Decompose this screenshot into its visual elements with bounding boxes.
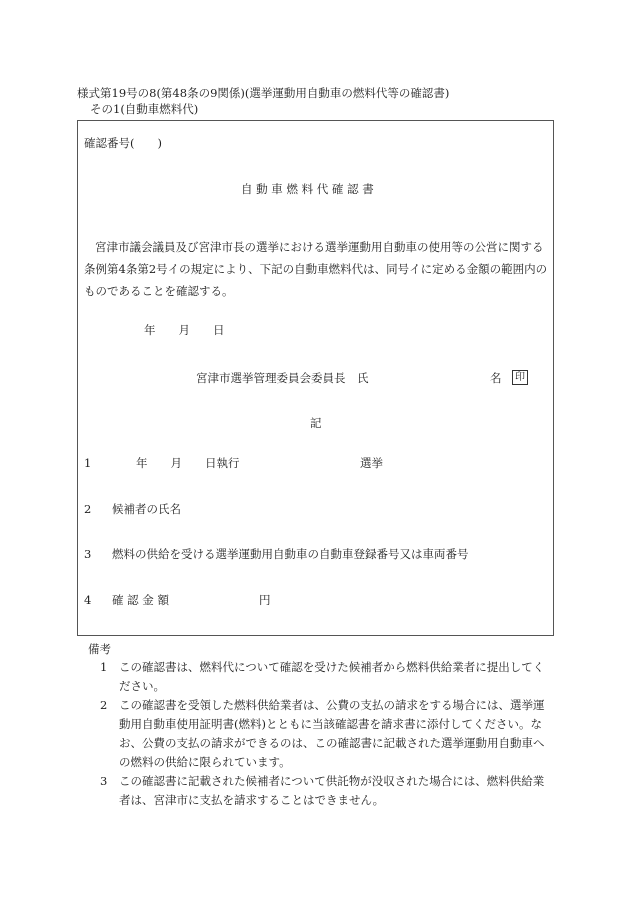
note1-number: 1	[100, 660, 108, 674]
notes-heading: 備考	[88, 642, 111, 656]
item3-number: 3	[84, 547, 92, 561]
item1-election: 選挙	[360, 456, 383, 470]
name-label: 名	[490, 371, 502, 385]
item3-label: 燃料の供給を受ける選挙運動用自動車の自動車登録番号又は車両番号	[112, 547, 469, 561]
item4-number: 4	[84, 593, 92, 607]
form-subtitle: その1(自動車燃料代)	[90, 102, 199, 116]
body-text: 宮津市議会議員及び宮津市長の選挙における選挙運動用自動車の使用等の公営に関する条例第4条第2号イの規定により、下記の自動車燃料代は、同号イに定める金額の範囲内のものであることを確認する。	[84, 240, 548, 298]
note2-text: この確認書を受領した燃料供給業者は、公費の支払の請求をする場合には、選挙運動用自動車使用証明書(燃料)とともに当該確認書を請求書に添付してください。なお、公費の支払の請求ができるのは、この確認書に記載された選挙運動用自動車への燃料の供給に限られています。	[119, 698, 545, 769]
note1-text: この確認書は、燃料代について確認を受けた候補者から燃料供給業者に提出してください。	[119, 660, 545, 693]
document-title: 自 動 車 燃 料 代 確 認 書	[241, 182, 374, 196]
item2-number: 2	[84, 502, 92, 516]
note2-number: 2	[100, 698, 108, 712]
item4-label: 確 認 金 額	[112, 593, 169, 607]
note3-number: 3	[100, 774, 108, 788]
form-title: 様式第19号の8(第48条の9関係)(選挙運動用自動車の燃料代等の確認書)	[77, 86, 450, 100]
note3-text: この確認書に記載された候補者について供託物が没収された場合には、燃料供給業者は、宮津市に支払を請求することはできません。	[119, 774, 545, 807]
ki-label: 記	[310, 416, 322, 430]
item2-label: 候補者の氏名	[112, 502, 181, 516]
item1-date: 年 月 日執行	[136, 456, 240, 470]
item4-unit: 円	[259, 593, 271, 607]
issuer-line: 宮津市選挙管理委員会委員長 氏	[196, 371, 369, 385]
seal-mark: 印	[512, 370, 528, 385]
confirm-number: 確認番号( )	[84, 136, 162, 150]
date-line: 年 月 日	[144, 323, 225, 337]
item1-number: 1	[84, 456, 92, 470]
